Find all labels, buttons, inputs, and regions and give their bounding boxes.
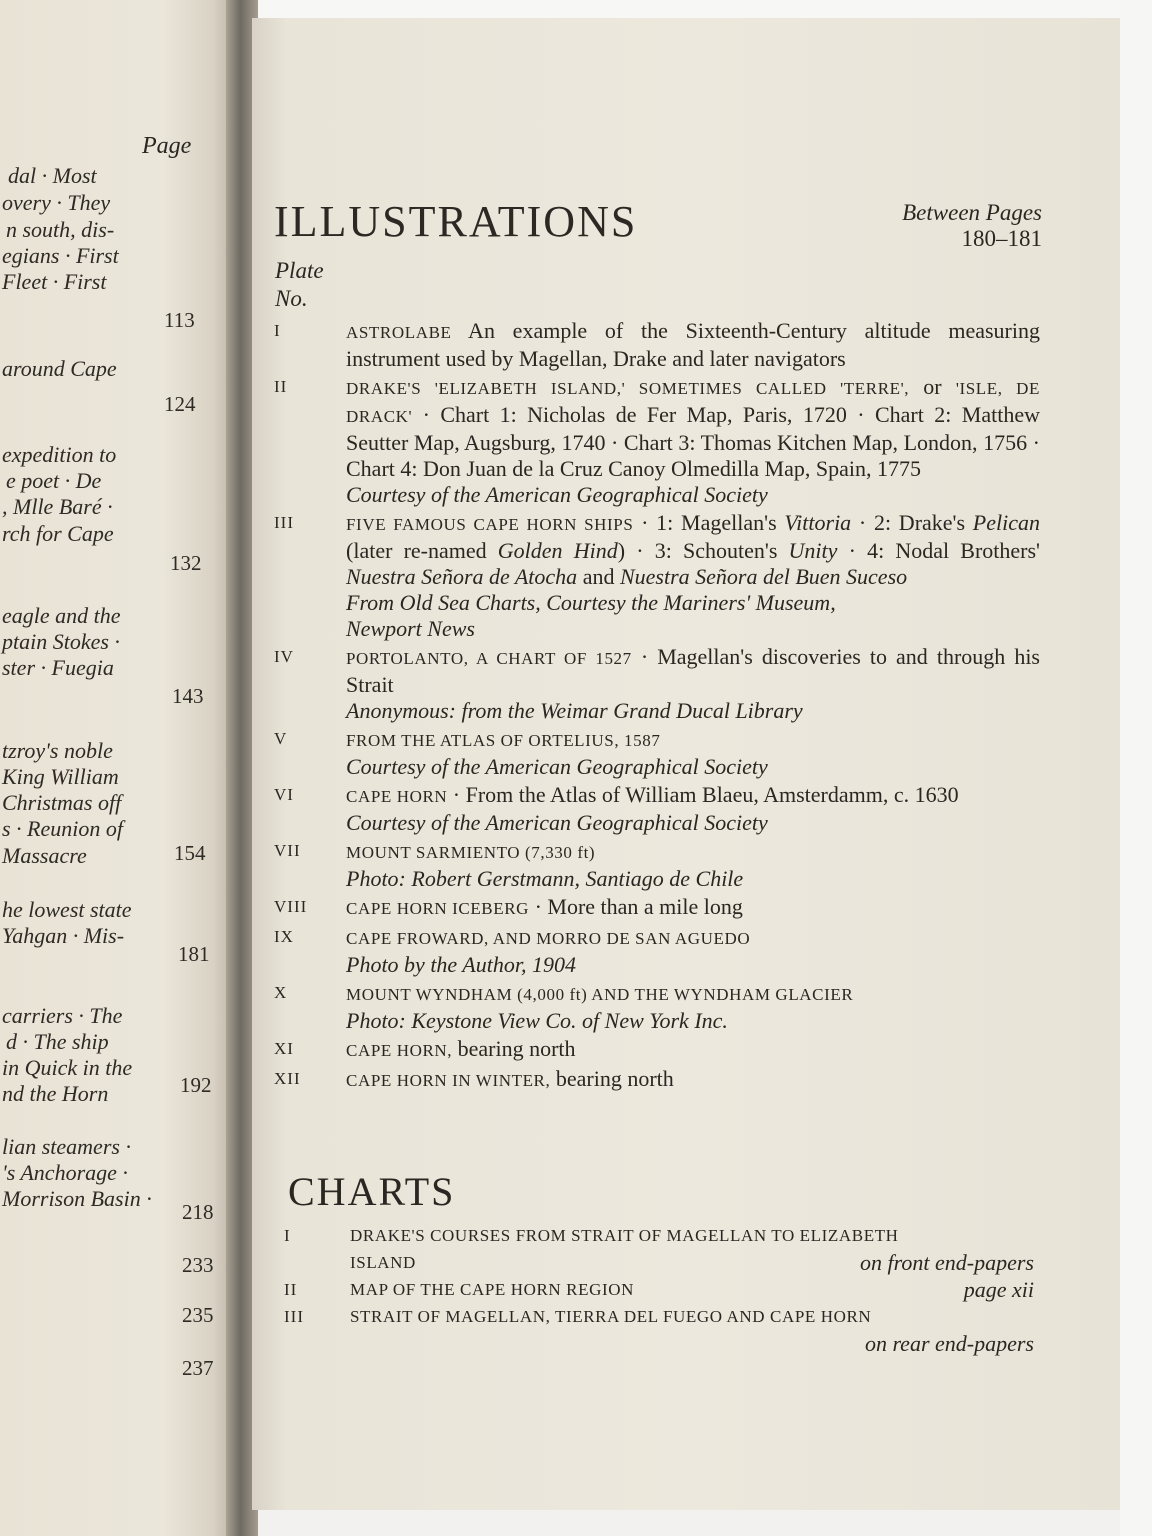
plate-entry bbox=[270, 838, 1040, 892]
left-page-line: around Cape bbox=[2, 356, 117, 381]
plate-description bbox=[346, 1066, 1040, 1094]
left-page-line: eagle and the bbox=[2, 603, 121, 628]
chart-list bbox=[282, 1222, 1034, 1357]
plate-text: MOUNT WYNDHAM (4,000 ft) AND THE WYNDHAM GLACIER bbox=[346, 985, 854, 1004]
chart-description bbox=[350, 1276, 1034, 1303]
left-page-line: Morrison Basin · bbox=[2, 1186, 152, 1211]
between-pages-label: Between Pages bbox=[902, 200, 1042, 225]
left-page bbox=[0, 0, 232, 1536]
chart-entry bbox=[282, 1276, 1034, 1303]
chart-description bbox=[350, 1303, 1034, 1357]
left-page-line: overy · They bbox=[2, 190, 111, 215]
plate-description bbox=[346, 318, 1040, 372]
plate-text: · More than a mile long bbox=[529, 894, 743, 919]
left-page-heading: Page bbox=[142, 133, 192, 159]
left-page-number: 124 bbox=[164, 392, 196, 416]
left-page-line: , Mlle Baré · bbox=[2, 494, 113, 519]
plate-entry bbox=[270, 726, 1040, 780]
chart-location: on front end-papers bbox=[860, 1250, 1034, 1275]
chart-number: I bbox=[284, 1226, 291, 1245]
plate-text: Pelican bbox=[972, 510, 1040, 535]
chart-entry bbox=[282, 1222, 1034, 1276]
plate-text: FROM THE ATLAS OF ORTELIUS, 1587 bbox=[346, 731, 661, 750]
plate-entry bbox=[270, 980, 1040, 1034]
plate-text: Golden Hind bbox=[497, 538, 618, 563]
plate-number: VI bbox=[274, 785, 294, 804]
plate-description bbox=[346, 980, 1040, 1008]
plate-text: ) · 3: Schouten's bbox=[617, 538, 789, 563]
plate-text: CAPE FROWARD, AND MORRO DE SAN AGUEDO bbox=[346, 929, 751, 948]
plate-number: IX bbox=[274, 927, 294, 946]
left-page-line: 's Anchorage · bbox=[2, 1160, 128, 1185]
left-page-line: ster · Fuegia bbox=[2, 655, 114, 680]
charts-title: CHARTS bbox=[288, 1169, 456, 1214]
plate-text: · From the Atlas of William Blaeu, Amsterdamm, c. 1630 bbox=[447, 782, 959, 807]
left-page-number: 143 bbox=[172, 684, 204, 708]
plate-text: · 1: Magellan's bbox=[633, 510, 785, 535]
plate-text: Vittoria bbox=[784, 510, 852, 535]
plate-text: · 2: Drake's bbox=[851, 510, 973, 535]
left-page-line: Yahgan · Mis- bbox=[2, 923, 125, 948]
plate-number-header bbox=[275, 257, 324, 313]
plate-text: · 4: Nodal Brothers' bbox=[837, 538, 1041, 563]
left-page-line: King William bbox=[2, 764, 119, 789]
plate-text: CAPE HORN, bbox=[346, 1041, 453, 1060]
chart-number: III bbox=[284, 1307, 304, 1326]
plate-text: CAPE HORN ICEBERG bbox=[346, 899, 530, 918]
left-page-line: tzroy's noble bbox=[2, 738, 113, 763]
left-page-line: Christmas off bbox=[2, 790, 122, 815]
plate-credit: Courtesy of the American Geographical Society bbox=[346, 482, 768, 507]
plate-number: IV bbox=[274, 647, 294, 666]
chart-entry bbox=[282, 1303, 1034, 1357]
plate-text: PORTOLANTO, A CHART OF 1527 bbox=[346, 649, 632, 668]
chart-location: on rear end-papers bbox=[864, 1331, 1034, 1356]
plate-credit: Courtesy of the American Geographical Society bbox=[346, 754, 768, 779]
chart-title-continued: ISLAND bbox=[350, 1253, 416, 1272]
chart-number: II bbox=[284, 1280, 298, 1299]
chart-title: STRAIT OF MAGELLAN, TIERRA DEL FUEGO AND CAPE HORN bbox=[350, 1307, 872, 1326]
left-page-line: n south, dis- bbox=[6, 217, 115, 242]
cover-edge bbox=[1120, 0, 1152, 1536]
left-page-number: 192 bbox=[180, 1073, 212, 1097]
left-page-line: in Quick in the bbox=[2, 1055, 133, 1080]
plate-text: ASTROLABE bbox=[346, 323, 452, 342]
plate-text: (later re-named bbox=[346, 538, 498, 563]
plate-entry bbox=[270, 510, 1040, 642]
left-page-line: ptain Stokes · bbox=[2, 629, 120, 654]
left-page-line: Massacre bbox=[2, 843, 87, 868]
left-page-number: 181 bbox=[178, 942, 210, 966]
plate-description bbox=[346, 644, 1040, 698]
left-page-line: lian steamers · bbox=[2, 1134, 131, 1159]
chart-title-row bbox=[350, 1276, 1034, 1303]
plate-number: I bbox=[274, 321, 281, 340]
left-page-line: e poet · De bbox=[6, 468, 102, 493]
plate-credit: Courtesy of the American Geographical Society bbox=[346, 810, 768, 835]
left-page-number: 154 bbox=[174, 841, 206, 865]
plate-credit: Photo: Robert Gerstmann, Santiago de Chile bbox=[346, 866, 744, 891]
left-page-number: 218 bbox=[182, 1200, 214, 1224]
plate-text: · Magellan's discoveries to and through his Strait bbox=[346, 644, 1040, 697]
plate-entry bbox=[270, 894, 1040, 922]
plate-text: Nuestra Señora de Atocha bbox=[346, 564, 578, 589]
plate-text: CAPE HORN IN WINTER, bbox=[346, 1071, 551, 1090]
left-page-line: rch for Cape bbox=[2, 521, 114, 546]
plate-entry bbox=[270, 782, 1040, 836]
plate-text: 'ISLE, DE DRACK' bbox=[346, 379, 1040, 426]
left-page-number: 237 bbox=[182, 1356, 214, 1380]
plate-text: · Chart 1: Nicholas de Fer Map, Paris, 1720 · Chart 2: Matthew Seutter Map, Augsburg, 1740 · Chart 3: Thomas Kitchen Map, London, 1756 · Chart 4: Don Juan de la Cruz Canoy Olmedilla Map, Spain, 1775 bbox=[346, 402, 1040, 481]
plate-description bbox=[346, 510, 1040, 590]
chart-title: MAP OF THE CAPE HORN REGION bbox=[350, 1280, 634, 1299]
between-pages-range: 180–181 bbox=[961, 226, 1042, 251]
plate-number: XII bbox=[274, 1069, 301, 1088]
plate-credit: From Old Sea Charts, Courtesy the Mariners' Museum, bbox=[346, 590, 836, 615]
plate-text: and bbox=[577, 564, 620, 589]
plate-description bbox=[346, 374, 1040, 482]
plate-description bbox=[346, 782, 1040, 810]
plate-description bbox=[346, 726, 1040, 754]
plate-number: V bbox=[274, 729, 288, 748]
plate-entry bbox=[270, 374, 1040, 508]
plate-number: VII bbox=[274, 841, 301, 860]
plate-entry bbox=[270, 644, 1040, 724]
plate-text: Nuestra Señora del Buen Suceso bbox=[619, 564, 908, 589]
plate-description bbox=[346, 1036, 1040, 1064]
illustrations-title: ILLUSTRATIONS bbox=[274, 197, 638, 246]
left-page-line: nd the Horn bbox=[2, 1081, 109, 1106]
plate-text: or bbox=[909, 374, 956, 399]
chart-title-row bbox=[350, 1249, 1034, 1276]
plate-label: Plate bbox=[275, 258, 324, 283]
plate-number: VIII bbox=[274, 897, 308, 916]
no-label: No. bbox=[275, 286, 308, 311]
chart-title: DRAKE'S COURSES FROM STRAIT OF MAGELLAN TO ELIZABETH bbox=[350, 1226, 899, 1245]
chart-location: page xii bbox=[963, 1277, 1034, 1302]
plate-number: II bbox=[274, 377, 288, 396]
plate-number: III bbox=[274, 513, 294, 532]
plate-entry bbox=[270, 1066, 1040, 1094]
left-page-number: 235 bbox=[182, 1303, 214, 1327]
plate-description bbox=[346, 838, 1040, 866]
plate-entry bbox=[270, 924, 1040, 978]
left-page-line: he lowest state bbox=[2, 897, 132, 922]
left-page-line: dal · Most bbox=[8, 163, 97, 188]
left-page-line: d · The ship bbox=[6, 1029, 109, 1054]
plate-list bbox=[270, 318, 1040, 1096]
plate-credit: Photo: Keystone View Co. of New York Inc. bbox=[346, 1008, 728, 1033]
plate-number: X bbox=[274, 983, 288, 1002]
plate-text: bearing north bbox=[550, 1066, 674, 1091]
plate-text: DRAKE'S 'ELIZABETH ISLAND,' SOMETIMES CALLED 'TERRE', bbox=[346, 379, 910, 398]
left-page-number: 233 bbox=[182, 1253, 214, 1277]
left-page-line: expedition to bbox=[2, 442, 117, 467]
plate-description bbox=[346, 924, 1040, 952]
plate-text: FIVE FAMOUS CAPE HORN SHIPS bbox=[346, 515, 634, 534]
plate-entry bbox=[270, 318, 1040, 372]
plate-text: MOUNT SARMIENTO (7,330 ft) bbox=[346, 843, 596, 862]
plate-text: CAPE HORN bbox=[346, 787, 448, 806]
plate-credit-continued: Newport News bbox=[346, 616, 475, 641]
left-page-line: egians · First bbox=[2, 243, 119, 268]
left-page-number: 132 bbox=[170, 551, 202, 575]
between-pages bbox=[840, 200, 1042, 252]
plate-credit: Photo by the Author, 1904 bbox=[346, 952, 576, 977]
plate-credit: Anonymous: from the Weimar Grand Ducal Library bbox=[346, 698, 803, 723]
left-page-line: carriers · The bbox=[2, 1003, 123, 1028]
left-page-line: Fleet · First bbox=[2, 269, 107, 294]
plate-description bbox=[346, 894, 1040, 922]
left-page-line: s · Reunion of bbox=[2, 816, 123, 841]
plate-text: bearing north bbox=[452, 1036, 576, 1061]
plate-text: Unity bbox=[788, 538, 838, 563]
chart-description bbox=[350, 1222, 1034, 1276]
plate-text: An example of the Sixteenth-Century altitude measuring instrument used by Magellan, Drake and later navigators bbox=[346, 318, 1040, 371]
plate-number: XI bbox=[274, 1039, 294, 1058]
left-page-number: 113 bbox=[164, 308, 195, 332]
plate-entry bbox=[270, 1036, 1040, 1064]
